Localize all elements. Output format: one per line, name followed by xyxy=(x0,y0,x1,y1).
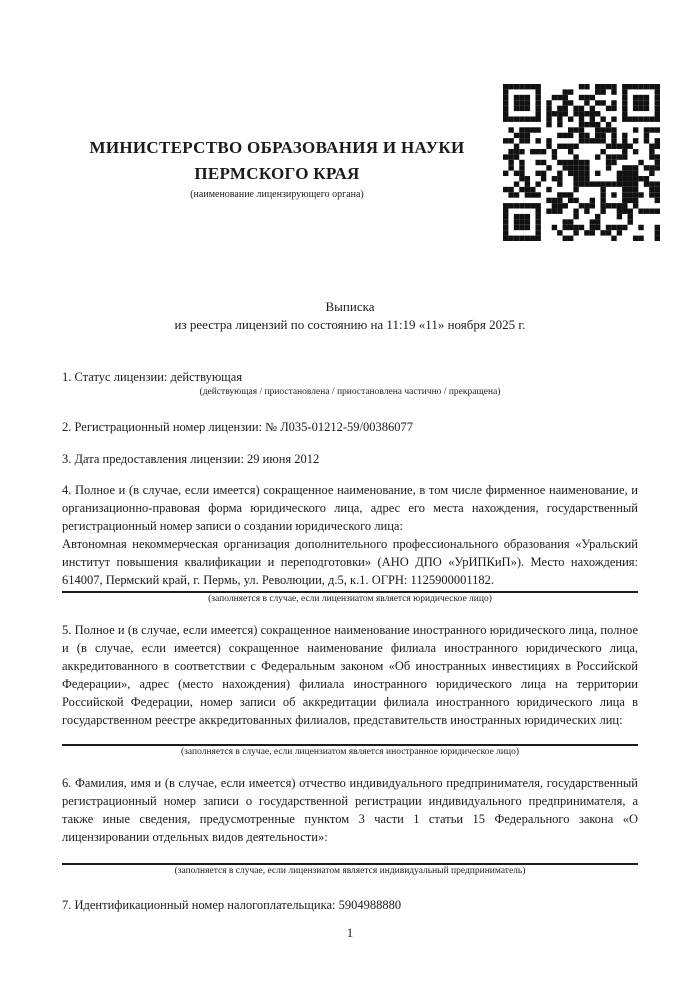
item-4-label: 4. Полное и (в случае, если имеется) сокращенное наименование, в том числе фирменное наименование, и организационно-правовая форма юридического лица, адрес его места нахождения, государственный регистрационный номер записи о создании юридического лица: xyxy=(62,483,638,533)
item-4-legal-entity xyxy=(62,481,638,606)
item-4-value: Автономная некоммерческая организация дополнительного профессионального образования «Уральский институт повышения квалификации и переподготовки» (АНО ДПО «УрИПКиП»). Место нахождения: 614007, Пермский край, г. Пермь, ул. Революции, д.5, к.1. ОГРН: 1125900001182. xyxy=(62,537,638,587)
authority-name-line1: МИНИСТЕРСТВО ОБРАЗОВАНИЯ И НАУКИ xyxy=(89,138,465,157)
document-title xyxy=(62,298,638,334)
item-1-license-status: 1. Статус лицензии: действующая xyxy=(62,370,243,384)
item-4-caption: (заполняется в случае, если лицензиатом является юридическое лицо) xyxy=(208,594,492,604)
page-number: 1 xyxy=(346,926,354,940)
document-title-line2: из реестра лицензий по состоянию на 11:19 «11» ноября 2025 г. xyxy=(174,317,526,332)
issuing-authority-header xyxy=(62,135,492,202)
item-7-taxpayer-id: 7. Идентификационный номер налогоплательщика: 5904988880 xyxy=(62,898,402,912)
item-5-caption: (заполняется в случае, если лицензиатом является иностранное юридическое лицо) xyxy=(181,747,519,757)
item-2-registration-number: 2. Регистрационный номер лицензии: № Л035-01212-59/00386077 xyxy=(62,420,413,434)
item-5-label: 5. Полное и (в случае, если имеется) сокращенное наименование иностранного юридического лица, полное и (в случае, если имеется) сокращенное наименование филиала иностранного юридического лица, аккредитованного в соответствии с Федеральным законом «Об иностранных инвестициях в Российской Федерации», адрес (место нахождения) филиала иностранного юридического лица на территории Российской Федерации, номер записи об аккредитации филиала иностранного юридического лица в государственном реестре аккредитованных филиалов, представительств иностранных юридических лиц: xyxy=(62,623,638,727)
authority-caption: (наименование лицензирующего органа) xyxy=(190,189,364,200)
document-title-line1: Выписка xyxy=(325,299,375,314)
item-6-label: 6. Фамилия, имя и (в случае, если имеется) отчество индивидуального предпринимателя, государственный регистрационный номер записи о государственной регистрации индивидуального предпринимателя, а также иные сведения, предусмотренные пунктом 3 части 1 статьи 15 Федерального закона «О лицензировании отдельных видов деятельности»: xyxy=(62,776,638,844)
qr-code xyxy=(503,84,660,241)
item-6-individual-entrepreneur xyxy=(62,774,638,878)
item-3-license-date: 3. Дата предоставления лицензии: 29 июня 2012 xyxy=(62,452,320,466)
item-6-caption: (заполняется в случае, если лицензиатом является индивидуальный предприниматель) xyxy=(174,866,526,876)
item-5-foreign-entity xyxy=(62,621,638,759)
authority-name-line2: ПЕРМСКОГО КРАЯ xyxy=(194,164,360,183)
document-body xyxy=(62,368,638,914)
item-1-caption: (действующая / приостановлена / приостановлена частично / прекращена) xyxy=(199,387,501,397)
